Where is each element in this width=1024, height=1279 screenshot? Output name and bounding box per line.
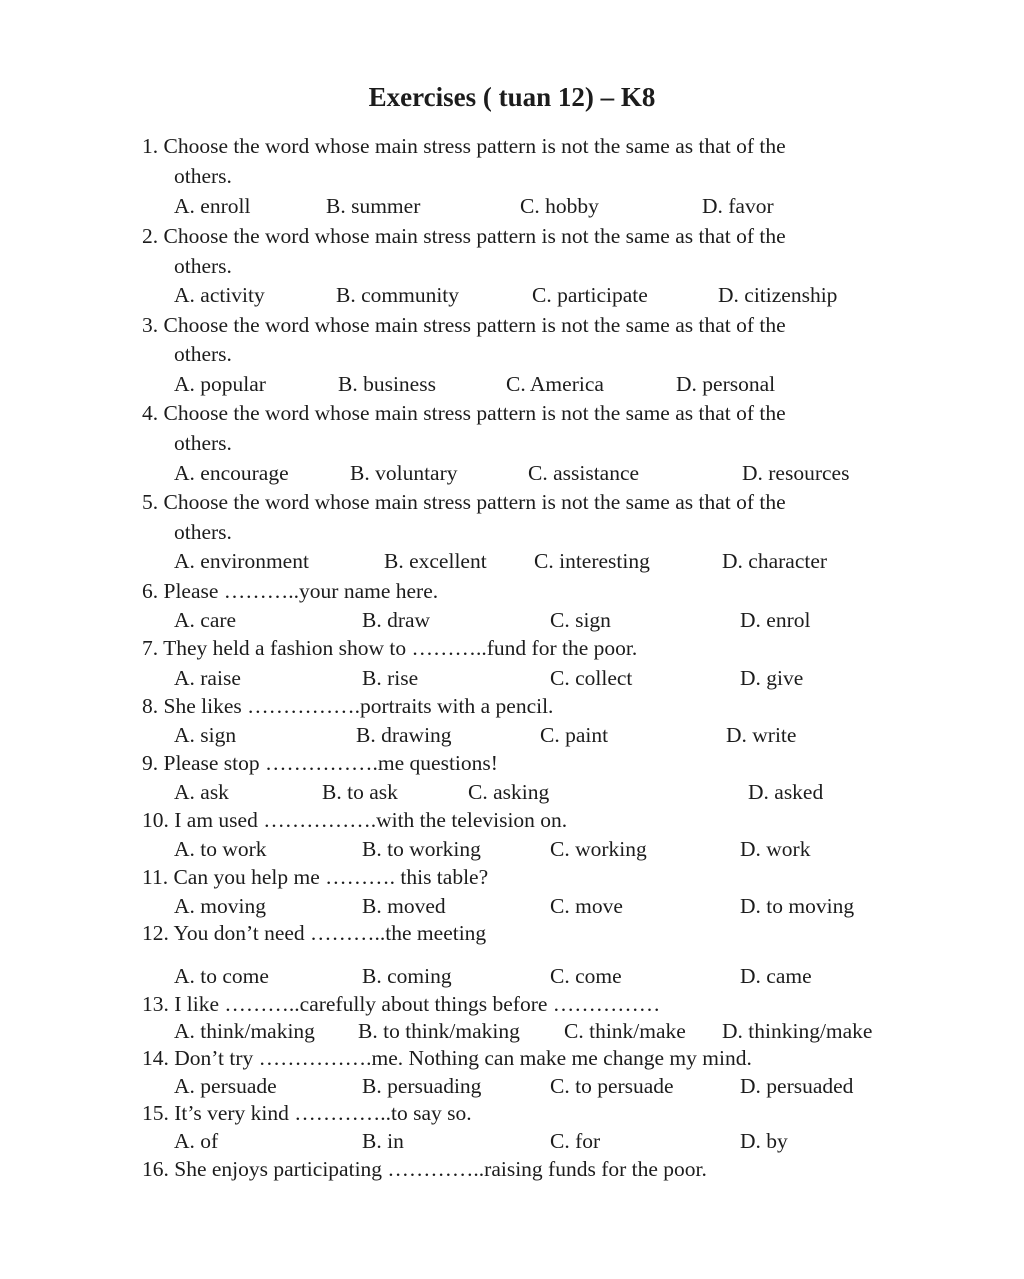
option-d: D. character [722, 549, 828, 573]
option-d: D. asked [748, 780, 824, 804]
question-text-continued: others. [174, 431, 232, 455]
option-c: C. come [550, 964, 622, 988]
option-b: B. summer [326, 194, 421, 218]
option-c: C. interesting [534, 549, 650, 573]
option-a: A. to come [174, 964, 269, 988]
question-text: 3. Choose the word whose main stress pattern is not the same as that of the [142, 313, 786, 337]
question-text: 8. She likes …………….portraits with a pencil. [142, 694, 554, 718]
option-a: A. think/making [174, 1019, 315, 1043]
option-c: C. working [550, 837, 647, 861]
question-text: 10. I am used …………….with the television on. [142, 808, 568, 832]
option-a: A. popular [174, 372, 266, 396]
question-text: 9. Please stop …………….me questions! [142, 751, 498, 775]
option-b: B. persuading [362, 1074, 482, 1098]
question-text-continued: others. [174, 164, 232, 188]
question-text: 2. Choose the word whose main stress pattern is not the same as that of the [142, 224, 786, 248]
option-a: A. encourage [174, 461, 289, 485]
option-c: C. paint [540, 723, 609, 747]
question-text: 7. They held a fashion show to ………..fund for the poor. [142, 636, 638, 660]
option-d: D. resources [742, 461, 850, 485]
option-d: D. came [740, 964, 812, 988]
option-d: D. persuaded [740, 1074, 854, 1098]
option-d: D. favor [702, 194, 774, 218]
option-c: C. think/make [564, 1019, 686, 1043]
option-a: A. activity [174, 283, 265, 307]
question-text: 16. She enjoys participating …………..raising funds for the poor. [142, 1157, 707, 1181]
question-text: 14. Don’t try …………….me. Nothing can make me change my mind. [142, 1046, 752, 1070]
option-c: C. collect [550, 666, 633, 690]
option-d: D. personal [676, 372, 776, 396]
option-a: A. ask [174, 780, 229, 804]
option-d: D. to moving [740, 894, 855, 918]
question-text: 15. It’s very kind …………..to say so. [142, 1101, 472, 1125]
option-c: C. participate [532, 283, 648, 307]
option-a: A. to work [174, 837, 267, 861]
option-b: B. draw [362, 608, 431, 632]
option-b: B. drawing [356, 723, 452, 747]
option-c: C. to persuade [550, 1074, 674, 1098]
option-c: C. assistance [528, 461, 640, 485]
question-text: 11. Can you help me ………. this table? [142, 865, 489, 889]
option-a: A. environment [174, 549, 309, 573]
question-text: 6. Please ………..your name here. [142, 579, 439, 603]
option-d: D. give [740, 666, 804, 690]
option-b: B. to working [362, 837, 481, 861]
question-text: 5. Choose the word whose main stress pattern is not the same as that of the [142, 490, 786, 514]
option-b: B. voluntary [350, 461, 458, 485]
option-a: A. sign [174, 723, 237, 747]
page-title: Exercises ( tuan 12) – K8 [368, 82, 656, 112]
question-text: 13. I like ………..carefully about things before …………… [142, 992, 661, 1016]
option-a: A. care [174, 608, 237, 632]
option-d: D. enrol [740, 608, 811, 632]
option-d: D. thinking/make [722, 1019, 873, 1043]
option-c: C. asking [468, 780, 550, 804]
option-b: B. rise [362, 666, 419, 690]
question-text: 1. Choose the word whose main stress pattern is not the same as that of the [142, 134, 786, 158]
option-a: A. of [174, 1129, 219, 1153]
option-b: B. coming [362, 964, 452, 988]
option-d: D. work [740, 837, 811, 861]
question-text-continued: others. [174, 342, 232, 366]
option-c: C. for [550, 1129, 601, 1153]
option-c: C. America [506, 372, 604, 396]
option-b: B. business [338, 372, 436, 396]
option-b: B. in [362, 1129, 404, 1153]
option-d: D. write [726, 723, 797, 747]
option-b: B. to ask [322, 780, 398, 804]
option-a: A. persuade [174, 1074, 277, 1098]
option-a: A. raise [174, 666, 241, 690]
option-a: A. moving [174, 894, 266, 918]
option-c: C. move [550, 894, 623, 918]
option-b: B. to think/making [358, 1019, 520, 1043]
option-d: D. by [740, 1129, 788, 1153]
question-text: 12. You don’t need ………..the meeting [142, 921, 487, 945]
option-d: D. citizenship [718, 283, 838, 307]
question-text-continued: others. [174, 520, 232, 544]
option-c: C. sign [550, 608, 611, 632]
question-text-continued: others. [174, 254, 232, 278]
option-b: B. excellent [384, 549, 487, 573]
option-a: A. enroll [174, 194, 251, 218]
question-text: 4. Choose the word whose main stress pattern is not the same as that of the [142, 401, 786, 425]
option-b: B. moved [362, 894, 446, 918]
option-b: B. community [336, 283, 460, 307]
option-c: C. hobby [520, 194, 599, 218]
